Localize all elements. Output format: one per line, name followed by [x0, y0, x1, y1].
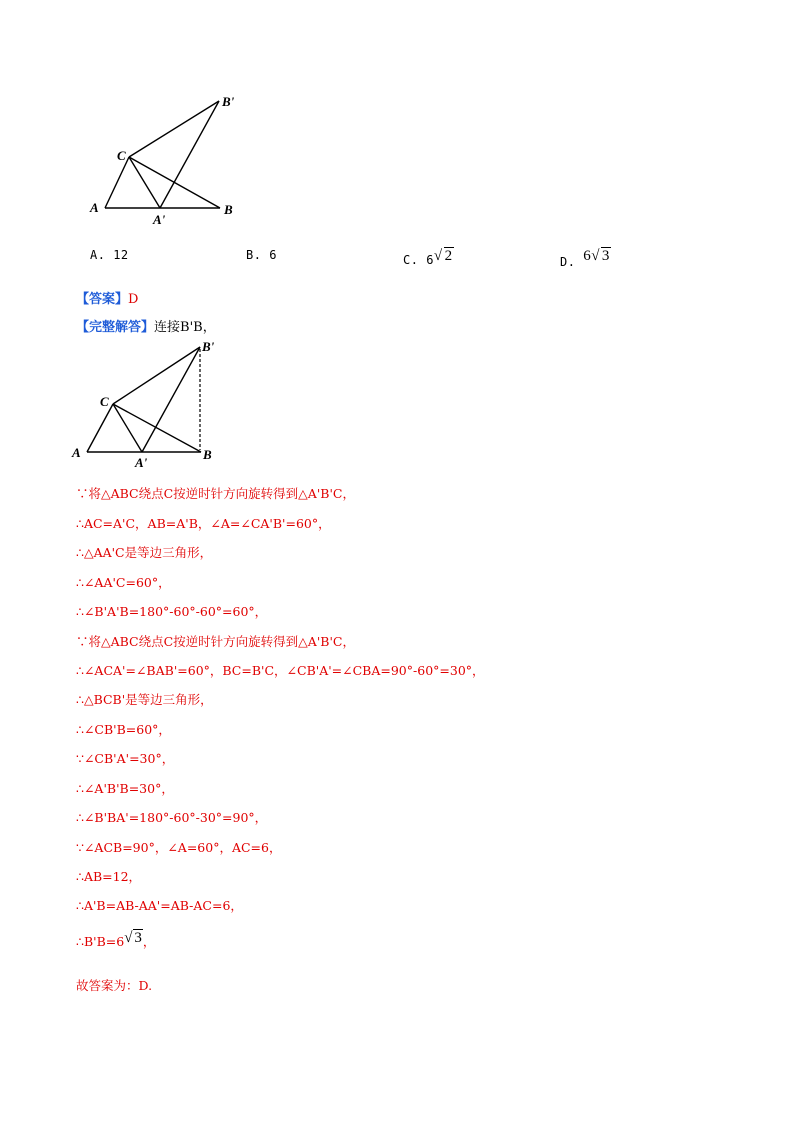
- solution-step: ∵将△ABC绕点C按逆时针方向旋转得到△A'B'C，: [76, 634, 355, 649]
- solution-step: ∴AB=12，: [76, 869, 142, 884]
- label-a-prime: A': [153, 212, 166, 225]
- answer-line: [76, 288, 138, 307]
- solution-step: ∵将△ABC绕点C按逆时针方向旋转得到△A'B'C，: [76, 486, 355, 501]
- option-d: D. 6√ 3: [560, 248, 610, 269]
- option-b: B. 6: [246, 248, 277, 262]
- label-c: C: [100, 394, 109, 409]
- solution-step: ∴∠A'B'B=30°，: [76, 781, 174, 796]
- label-b: B: [224, 202, 233, 217]
- solution-step: ∴∠B'A'B=180°-60°-60°=60°，: [76, 604, 268, 619]
- solution-step: ∴∠B'BA'=180°-60°-30°=90°，: [76, 810, 268, 825]
- solution-step: ∴△AA'C是等边三角形，: [76, 545, 213, 560]
- figure-solution: [70, 335, 230, 470]
- solution-heading: [76, 316, 216, 335]
- figure-question: [88, 90, 248, 225]
- solution-step: ∴△BCB'是等边三角形，: [76, 692, 213, 707]
- answer-tag: 【答案】: [76, 292, 129, 307]
- solution-step: ∵∠ACB=90°，∠A=60°，AC=6，: [76, 840, 282, 855]
- solution-step: ∴∠ACA'=∠BAB'=60°，BC=B'C，∠CB'A'=∠CBA=90°-60°=30°，: [76, 663, 485, 678]
- option-a: A. 12: [90, 248, 129, 262]
- solution-tag: 【完整解答】: [76, 320, 155, 335]
- answer-value: D: [128, 292, 139, 307]
- option-c: C. 6√ 2: [403, 248, 453, 267]
- label-b: B: [203, 447, 212, 462]
- sqrt-symbol: √ 2: [433, 248, 453, 264]
- label-b-prime: B': [202, 339, 215, 354]
- label-a: A: [72, 445, 81, 460]
- solution-step: ∴∠AA'C=60°，: [76, 575, 171, 590]
- solution-step: ∵∠CB'A'=30°，: [76, 751, 175, 766]
- solution-step: ∴AC=A'C，AB=A'B，∠A=∠CA'B'=60°，: [76, 516, 331, 531]
- solution-step: ∴∠CB'B=60°，: [76, 722, 171, 737]
- solution-intro: 连接B'B，: [154, 320, 216, 335]
- solution-step-final: ∴B'B=6√ 3，: [76, 930, 156, 949]
- sqrt-symbol: √ 3: [124, 930, 142, 946]
- label-a-prime: A': [135, 455, 148, 470]
- label-b-prime: B': [222, 94, 235, 109]
- label-c: C: [117, 148, 126, 163]
- solution-step: ∴A'B=AB-AA'=AB-AC=6，: [76, 898, 243, 913]
- conclusion: 故答案为：D.: [76, 978, 153, 993]
- label-a: A: [90, 200, 99, 215]
